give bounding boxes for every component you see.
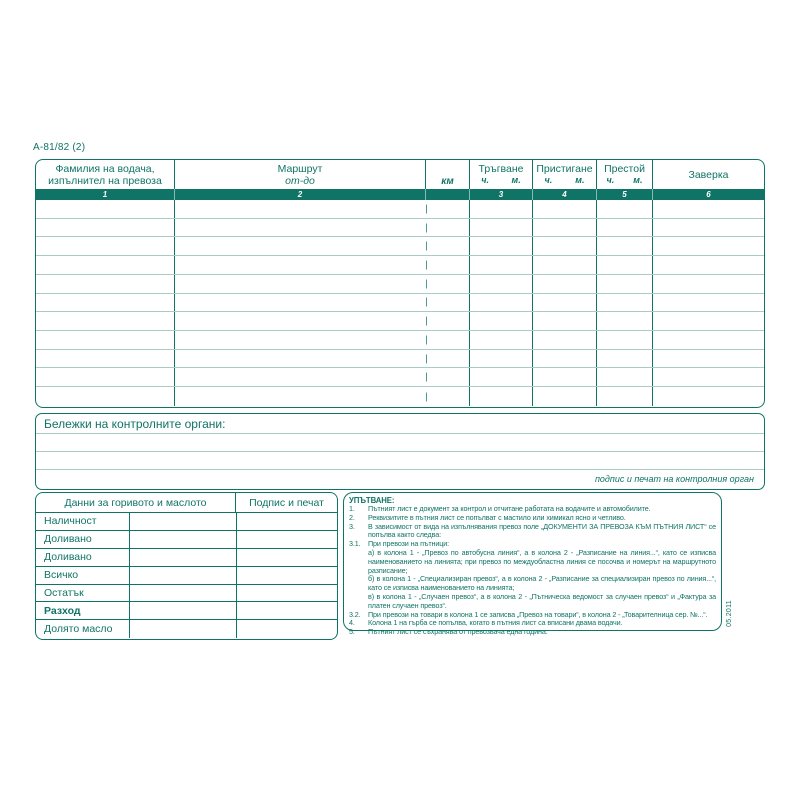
main-table-cell: [36, 237, 175, 255]
column-header-stay: Престой ч. м.: [597, 160, 653, 189]
instruction-item-text: В зависимост от вида на изпълнявания превоз поле „ДОКУМЕНТИ ЗА ПРЕВОЗА КЪМ ПЪТНИЯ ЛИСТ“ се попълва както следва:: [368, 521, 716, 540]
fuel-label: Наличност: [36, 513, 130, 530]
main-table-cell: [533, 350, 597, 368]
main-table-cell: [653, 219, 764, 237]
fuel-label: Остатък: [36, 585, 130, 602]
signature-hint: подпис и печат на контролния орган: [594, 473, 754, 484]
main-table-cell: [597, 350, 653, 368]
main-table-row: [36, 368, 764, 387]
notes-box: [35, 413, 765, 490]
main-table-cell: [470, 237, 533, 255]
column-number: 6: [706, 190, 711, 199]
column-number: 1: [36, 189, 175, 200]
fuel-value-cell: [130, 513, 237, 530]
fuel-value-cell: [130, 549, 237, 566]
main-table-cell: [426, 312, 470, 330]
fuel-label: Долято масло: [36, 620, 130, 638]
fuel-sign-cell: [237, 567, 337, 584]
main-table-cell: [36, 312, 175, 330]
main-table-cell: [470, 312, 533, 330]
notes-line: [36, 452, 764, 470]
column-number: 2: [175, 189, 426, 200]
main-table-cell: [653, 312, 764, 330]
instruction-item: [349, 593, 716, 611]
main-table-cell: [597, 275, 653, 293]
main-table-cell: [36, 350, 175, 368]
main-table-cell: [175, 294, 426, 312]
instruction-item-number: 3.: [349, 521, 355, 531]
main-table-cell: [175, 368, 426, 386]
main-table-cell: [533, 312, 597, 330]
main-table-cell: [653, 387, 764, 406]
main-table-body: [36, 200, 764, 406]
main-table-cell: [36, 331, 175, 349]
main-table-cell: [426, 256, 470, 274]
fuel-row: [36, 513, 337, 531]
fuel-row: [36, 567, 337, 585]
main-table-cell: [653, 256, 764, 274]
instruction-item-number: 2.: [349, 512, 355, 522]
fuel-value-cell: [130, 602, 237, 619]
main-table-cell: [426, 275, 470, 293]
fuel-row: [36, 602, 337, 620]
main-table: [35, 159, 765, 408]
main-table-cell: [36, 256, 175, 274]
main-table-cell: [36, 294, 175, 312]
instructions-title: УПЪТВАНЕ:: [349, 496, 395, 505]
column-number: [426, 189, 470, 200]
fuel-label: Доливано: [36, 531, 130, 548]
main-table-cell: [470, 387, 533, 406]
main-table-cell: [175, 312, 426, 330]
main-table-cell: [470, 200, 533, 218]
main-table-cell: [36, 387, 175, 406]
main-table-cell: [426, 200, 470, 218]
instruction-item: [349, 575, 716, 593]
main-table-row: [36, 256, 764, 275]
edition-mark: 05.2011: [726, 600, 733, 627]
main-table-cell: [36, 275, 175, 293]
main-table-cell: [470, 256, 533, 274]
main-table-cell: [470, 331, 533, 349]
notes-lines: [36, 434, 764, 470]
main-table-cell: [175, 387, 426, 406]
main-table-cell: [597, 294, 653, 312]
main-table-cell: [175, 350, 426, 368]
main-table-cell: [597, 256, 653, 274]
main-table-cell: [36, 200, 175, 218]
fuel-table-header: [36, 493, 337, 513]
fuel-sign-cell: [237, 513, 337, 530]
column-header-certification: Заверка: [688, 168, 729, 181]
fuel-table-body: [36, 513, 337, 638]
fuel-header-left: Данни за горивото и маслото: [36, 493, 236, 512]
instruction-item-text: При превози на пътници:: [368, 539, 450, 549]
main-table-cell: [426, 387, 470, 406]
instruction-item-text: Колона 1 на гърба се попълва, когато в пътния лист са вписани двама водачи.: [368, 618, 623, 628]
main-table-cell: [653, 200, 764, 218]
column-header-arrival: Пристигане ч. м.: [533, 160, 597, 189]
instruction-item: [349, 628, 716, 637]
main-table-row: [36, 237, 764, 256]
notes-footer: [36, 470, 764, 487]
form-code: А-81/82 (2): [33, 142, 86, 153]
main-table-cell: [470, 219, 533, 237]
fuel-sign-cell: [237, 549, 337, 566]
main-table-cell: [175, 219, 426, 237]
main-table-cell: [533, 368, 597, 386]
fuel-label: Всичко: [36, 567, 130, 584]
fuel-value-cell: [130, 620, 237, 638]
main-table-cell: [175, 331, 426, 349]
main-table-cell: [533, 219, 597, 237]
main-table-row: [36, 387, 764, 406]
main-table-cell: [597, 368, 653, 386]
main-table-cell: [597, 312, 653, 330]
fuel-label: Разход: [36, 602, 130, 619]
fuel-row: [36, 531, 337, 549]
main-table-cell: [653, 350, 764, 368]
main-table-cell: [426, 368, 470, 386]
main-table-cell: [533, 237, 597, 255]
fuel-value-cell: [130, 585, 237, 602]
fuel-table: [35, 492, 338, 640]
main-table-cell: [653, 368, 764, 386]
main-table-cell: [597, 387, 653, 406]
fuel-value-cell: [130, 531, 237, 548]
instruction-item-number: 4.: [349, 618, 355, 628]
main-table-row: [36, 275, 764, 294]
column-header-departure: Тръгване ч. м.: [470, 160, 533, 189]
column-header-driver: Фамилия на водача, изпълнител на превоза: [36, 160, 175, 189]
notes-line: [36, 434, 764, 452]
column-header-km: км: [426, 160, 470, 189]
fuel-sign-cell: [237, 602, 337, 619]
main-table-row: [36, 219, 764, 238]
main-table-cell: [653, 237, 764, 255]
instruction-item-number: 3.2.: [349, 609, 361, 619]
main-table-cell: [653, 331, 764, 349]
instructions-list: [349, 505, 716, 637]
instruction-item-number: 1.: [349, 504, 355, 513]
instruction-item-number: 3.1.: [349, 539, 361, 549]
column-number-band: [36, 189, 764, 200]
main-table-cell: [653, 275, 764, 293]
main-table-cell: [426, 331, 470, 349]
main-table-cell: [36, 219, 175, 237]
main-table-cell: [533, 200, 597, 218]
fuel-row: [36, 620, 337, 638]
main-table-cell: [470, 368, 533, 386]
main-table-cell: [175, 237, 426, 255]
main-table-cell: [533, 256, 597, 274]
instruction-item-text: в) в колона 1 - „Случаен превоз“, а в колона 2 - „Пътническа ведомост за случаен превоз“ и „Фактура за платен случаен превоз“.: [368, 591, 716, 610]
main-table-header: [36, 160, 764, 189]
instruction-item: [349, 523, 716, 541]
main-table-cell: [36, 368, 175, 386]
notes-title: Бележки на контролните органи:: [36, 414, 764, 434]
main-table-cell: [533, 387, 597, 406]
instruction-item-text: а) в колона 1 - „Превоз по автобусна линия“, а в колона 2 - „Разписание на линия...“, като се изписва наименованието на линията; при превоз по междуобластна линия се посочва и номерът на маршрутното разписание;: [368, 547, 716, 575]
fuel-sign-cell: [237, 585, 337, 602]
main-table-cell: [470, 294, 533, 312]
instruction-item-text: Пътният лист е документ за контрол и отчитане работата на водачите и автомобилите.: [368, 504, 651, 513]
instruction-item-text: При превози на товари в колона 1 се записва „Превоз на товари“, в колона 2 - „Товарителница сер. №...“.: [368, 609, 708, 619]
main-table-cell: [175, 256, 426, 274]
instruction-item-text: Реквизитите в пътния лист се попълват с мастило или химикал ясно и четливо.: [368, 512, 626, 522]
main-table-cell: [470, 350, 533, 368]
column-number: 5: [597, 189, 653, 200]
instruction-item: [349, 549, 716, 575]
main-table-cell: [426, 237, 470, 255]
main-table-row: [36, 331, 764, 350]
fuel-value-cell: [130, 567, 237, 584]
main-table-row: [36, 200, 764, 219]
main-table-row: [36, 294, 764, 313]
main-table-row: [36, 350, 764, 369]
fuel-sign-cell: [237, 531, 337, 548]
main-table-cell: [175, 200, 426, 218]
main-table-cell: [470, 275, 533, 293]
main-table-cell: [175, 275, 426, 293]
instruction-item-number: 5.: [349, 627, 355, 637]
main-table-cell: [533, 275, 597, 293]
instruction-item-text: Пътният лист се съхранява от превозвача една година.: [368, 627, 548, 637]
main-table-cell: [533, 331, 597, 349]
main-table-cell: [653, 294, 764, 312]
main-table-cell: [597, 237, 653, 255]
main-table-cell: [533, 294, 597, 312]
main-table-cell: [426, 350, 470, 368]
column-header-route: Маршрут от-до: [175, 160, 426, 189]
main-table-cell: [426, 294, 470, 312]
main-table-row: [36, 312, 764, 331]
fuel-label: Доливано: [36, 549, 130, 566]
fuel-row: [36, 549, 337, 567]
main-table-cell: [597, 331, 653, 349]
fuel-row: [36, 585, 337, 603]
instruction-item-text: б) в колона 1 - „Специализиран превоз“, а в колона 2 - „Разписание за специализиран превоз по линия...“, като се изписва наименованието на линията;: [368, 574, 716, 593]
fuel-sign-cell: [237, 620, 337, 638]
main-table-cell: [597, 219, 653, 237]
column-number: 4: [533, 189, 597, 200]
main-table-cell: [597, 200, 653, 218]
fuel-header-right: Подпис и печат: [249, 496, 324, 509]
main-table-cell: [426, 219, 470, 237]
instructions-box: [343, 492, 722, 637]
column-number: 3: [470, 189, 533, 200]
